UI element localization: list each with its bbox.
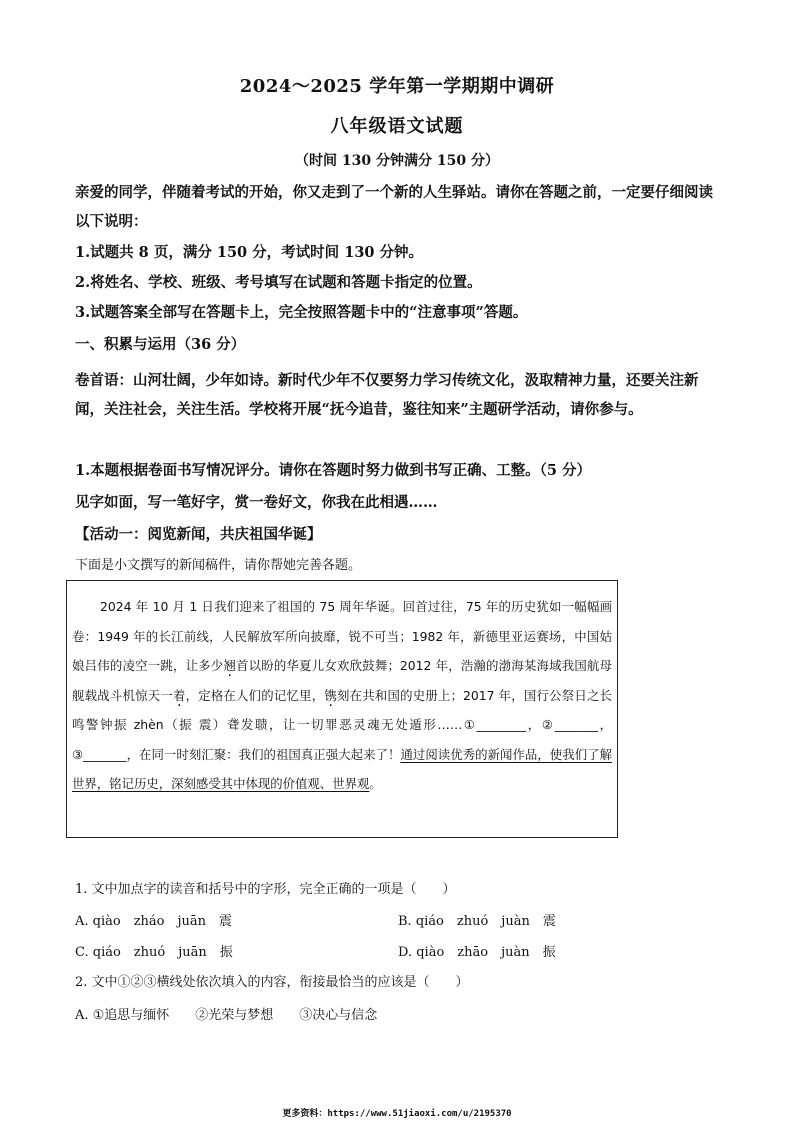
question-2-option-a: A. ①追思与缅怀 ②光荣与梦想 ③决心与信念 [75, 1008, 378, 1023]
section-heading: 一、积累与运用（36 分） [75, 336, 246, 353]
question-1-option-c: C. qiáo zhuó juān 振 [75, 945, 233, 960]
instruction-rule-3: 3.试题答案全部写在答题卡上，完全按照答题卡中的“注意事项”答题。 [75, 304, 528, 321]
dotted-char-2: 着 [172, 687, 186, 703]
news-intro: 下面是小文撰写的新闻稿件，请你帮她完善各题。 [75, 558, 362, 573]
footer-link[interactable]: 更多资料：https://www.51jiaoxi.com/u/2195370 [282, 1109, 512, 1119]
news-text-part-1: 2024 年 10 月 1 日我们迎来了祖国的 75 周年华诞。回首过往，75 年的历史犹如一幅幅画卷：1949 年的长江前线，人民解放军所向披靡，锐不可当；1982 年，新德里亚运赛场，中国姑娘吕伟的凌空一跳，让多少 [72, 599, 612, 673]
news-passage [72, 592, 612, 799]
time-note: （时间 130 分钟满分 150 分） [295, 153, 499, 169]
underlined-sentence: 通过阅读优秀的新闻作品，使我们了解世界，铭记历史，深刻感受其中体现的价值观、世界观 [72, 746, 612, 791]
question-1-option-a: A. qiào zháo juān 震 [75, 914, 233, 929]
activity-heading: 【活动一：阅览新闻，共庆祖国华诞】 [75, 526, 322, 543]
instruction-rule-1: 1.试题共 8 页，满分 150 分，考试时间 130 分钟。 [75, 244, 424, 261]
epigraph: 卷首语：山河壮阔，少年如诗。新时代少年不仅要努力学习传统文化，汲取精神力量，还要关注新闻，关注社会，关注生活。学校将开展“抚今追昔，鉴往知来”主题研学活动，请你参与。 [75, 372, 699, 418]
exam-title: 2024～2025 学年第一学期期中调研 [239, 76, 555, 97]
motto: 见字如面，写一笔好字，赏一卷好文，你我在此相遇…… [75, 494, 438, 511]
dotted-char-1: 翘 [223, 658, 237, 673]
question-1-option-b: B. qiáo zhuó juàn 震 [398, 914, 556, 929]
news-text-part-3: ，定格在人们的记忆里， [185, 687, 325, 703]
news-text-end: 。 [369, 776, 382, 791]
question-2-stem: 2. 文中①②③横线处依次填入的内容，衔接最恰当的应该是（ ） [75, 975, 469, 990]
dotted-char-3: 镌 [324, 687, 338, 703]
question-1-stem: 1. 文中加点字的读音和括号中的字形，完全正确的一项是（ ） [75, 882, 456, 897]
question-handwriting: 1.本题根据卷面书写情况评分。请你在答题时努力做到书写正确、工整。（5 分） [75, 462, 592, 479]
news-text-part-4: 刻在共和国的史册上；2017 年，国行公祭日之长鸣警钟振 zhèn（振 震）聋发聩，让一切罪恶灵魂无处遁形……①________，②_______，③_______，在同一时刻汇聚：我们的祖国真正强大起来了！ [72, 687, 613, 762]
instruction-rule-2: 2.将姓名、学校、班级、考号填写在试题和答题卡指定的位置。 [75, 274, 482, 291]
question-1-option-d: D. qiào zhāo juàn 振 [398, 945, 556, 960]
instructions-intro: 亲爱的同学，伴随着考试的开始，你又走到了一个新的人生驿站。请你在答题之前，一定要仔细阅读以下说明： [75, 184, 713, 230]
exam-subtitle: 八年级语文试题 [330, 116, 464, 137]
news-text-part-2: 首以盼的华夏儿女欢欣鼓舞；2012 年，浩瀚的渤海某海域我国航母舰载战斗机惊天一 [72, 658, 613, 703]
